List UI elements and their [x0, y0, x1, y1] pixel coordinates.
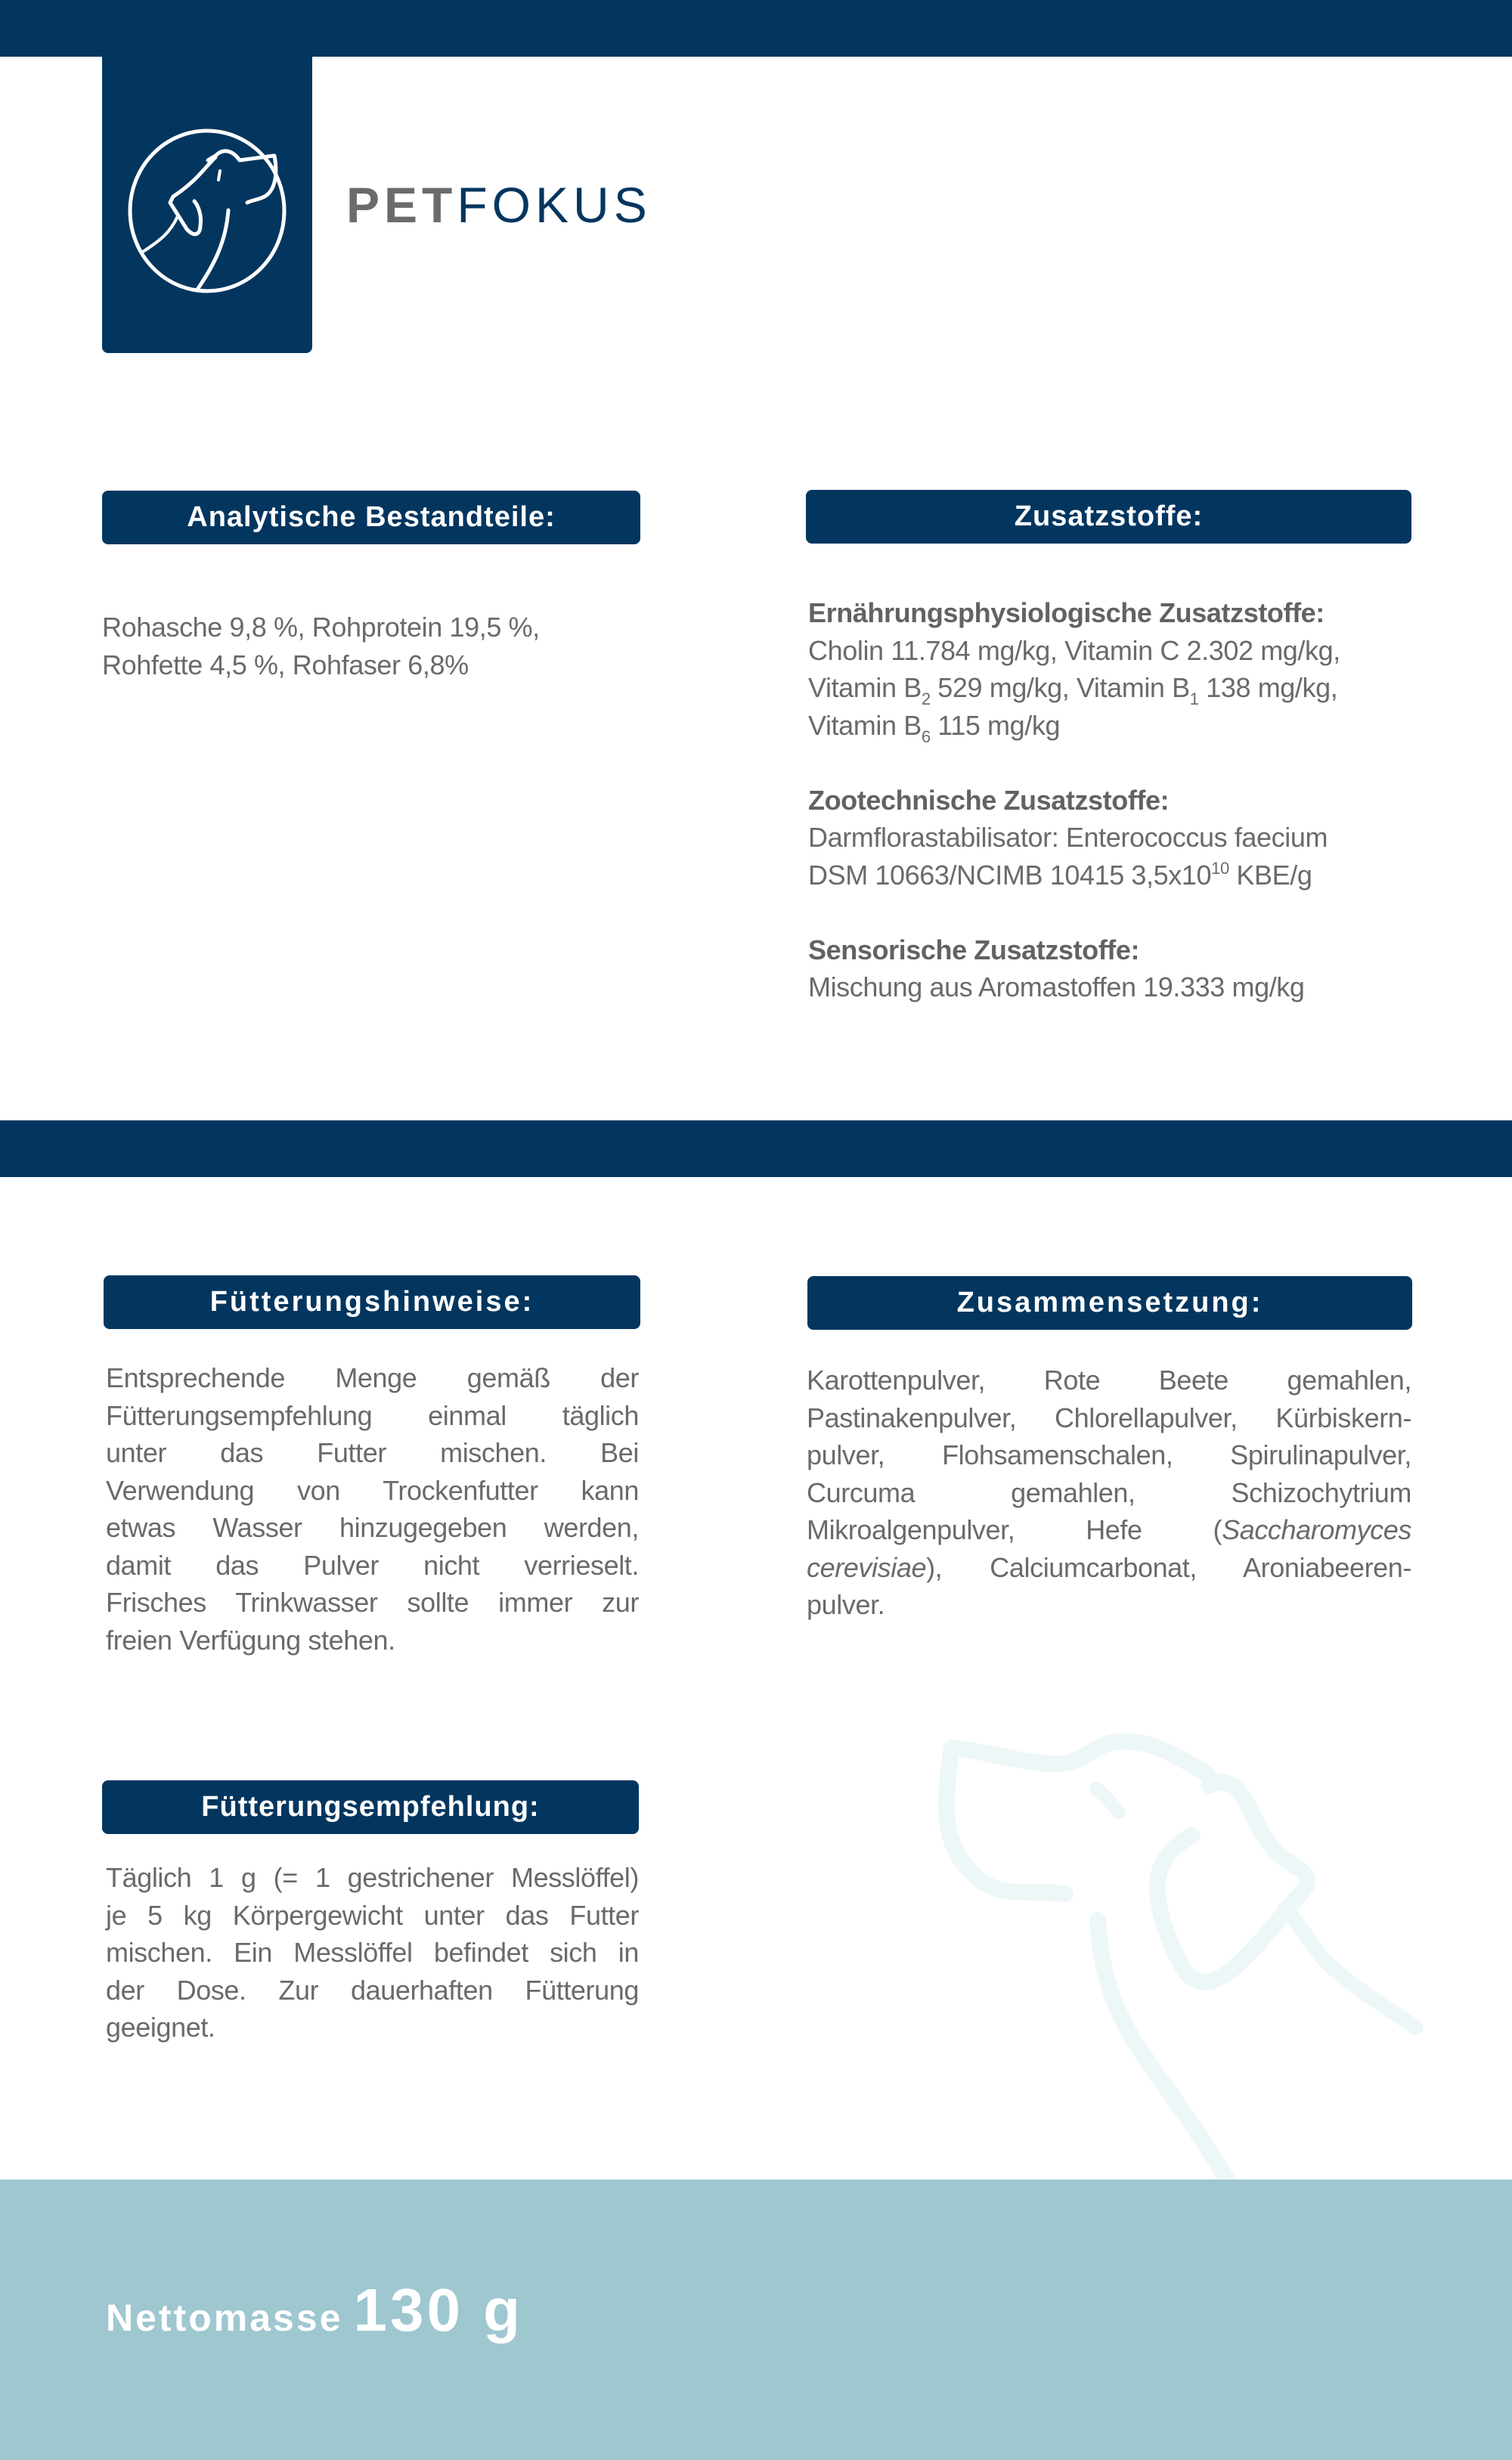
text-line: Vitamin $B_2$ 529 mg/kg, Vitamin $B_1$ 138 mg/kg, — [808, 672, 1338, 708]
zusammensetzung-text — [807, 1362, 1411, 1624]
text-line: Mischung aus Aromastoffen 19.333 mg/kg — [808, 971, 1305, 1002]
text-line: Pastinakenpulver, Chlorellapulver, Kürbiskern- — [807, 1402, 1411, 1433]
brand-wordmark — [346, 176, 652, 234]
section-header-hinweise: Fütterungshinweise: — [104, 1275, 640, 1329]
text-line: Verwendung von Trockenfutter kann — [106, 1474, 639, 1506]
empfehlung-text — [106, 1859, 639, 2046]
logo-panel — [102, 0, 312, 353]
text-line: je 5 kg Körpergewicht unter das Futter — [106, 1899, 639, 1931]
text-line: pulver. — [807, 1589, 885, 1620]
divider-band — [0, 1120, 1512, 1177]
dog-logo-icon — [126, 127, 288, 295]
text-line: freien Verfügung stehen. — [106, 1624, 395, 1656]
text-line: damit das Pulver nicht verrieselt. — [106, 1549, 639, 1581]
text-line: Rohasche 9,8 %, Rohprotein 19,5 %, — [102, 612, 540, 643]
text-line: cerevisiae), Calciumcarbonat, Aroniabeeren- — [807, 1551, 1411, 1583]
text-line: etwas Wasser hinzugegeben werden, — [106, 1512, 639, 1543]
dog-watermark-icon — [937, 1731, 1436, 2185]
subheading-zootechnisch: Zootechnische Zusatzstoffe: — [808, 784, 1170, 816]
text-line: Cholin 11.784 mg/kg, Vitamin C 2.302 mg/kg, — [808, 634, 1340, 666]
section-header-zusatzstoffe: Zusatzstoffe: — [806, 490, 1411, 544]
text-line: Mikroalgenpulver, Hefe (Saccharomyces — [807, 1514, 1411, 1545]
zusatzstoffe-text — [808, 594, 1413, 1006]
section-header-empfehlung: Fütterungsempfehlung: — [102, 1780, 639, 1834]
text-line: unter das Futter mischen. Bei — [106, 1437, 639, 1468]
text-line: Curcuma gemahlen, Schizochytrium — [807, 1476, 1411, 1508]
text-line: Frisches Trinkwasser sollte immer zur — [106, 1587, 639, 1618]
text-line: geeignet. — [106, 2012, 215, 2043]
text-line: Fütterungsempfehlung einmal täglich — [106, 1399, 639, 1431]
brand-part-pet: PET — [346, 177, 457, 233]
text-line: Darmflorastabilisator: Enterococcus faecium — [808, 822, 1328, 853]
text-line: Entsprechende Menge gemäß der — [106, 1362, 639, 1393]
subheading-ernaehrung: Ernährungsphysiologische Zusatzstoffe: — [808, 597, 1325, 628]
analytische-text — [102, 609, 640, 683]
section-header-analytische: Analytische Bestandteile: — [102, 491, 640, 544]
text-line: DSM 10663/NCIMB 10415 $3,5x10^{10}$ KBE/g — [808, 858, 1312, 891]
brand-part-fokus: FOKUS — [457, 177, 652, 233]
net-weight-value: 130 g — [353, 2276, 524, 2344]
hinweise-text — [106, 1359, 639, 1659]
section-header-zusammensetzung: Zusammensetzung: — [807, 1276, 1412, 1330]
subheading-sensorisch: Sensorische Zusatzstoffe: — [808, 934, 1140, 965]
net-weight-label: Nettomasse — [106, 2297, 343, 2339]
text-line: der Dose. Zur dauerhaften Fütterung — [106, 1974, 639, 2006]
text-line: Täglich 1 g (= 1 gestrichener Messlöffel) — [106, 1862, 639, 1893]
net-weight — [106, 2276, 523, 2345]
text-line: Karottenpulver, Rote Beete gemahlen, — [807, 1365, 1411, 1396]
text-line: mischen. Ein Messlöffel befindet sich in — [106, 1937, 639, 1968]
text-line: Vitamin $B_6$ 115 mg/kg — [808, 709, 1061, 746]
text-line: Rohfette 4,5 %, Rohfaser 6,8% — [102, 649, 469, 680]
text-line: pulver, Flohsamenschalen, Spirulinapulver, — [807, 1439, 1411, 1470]
